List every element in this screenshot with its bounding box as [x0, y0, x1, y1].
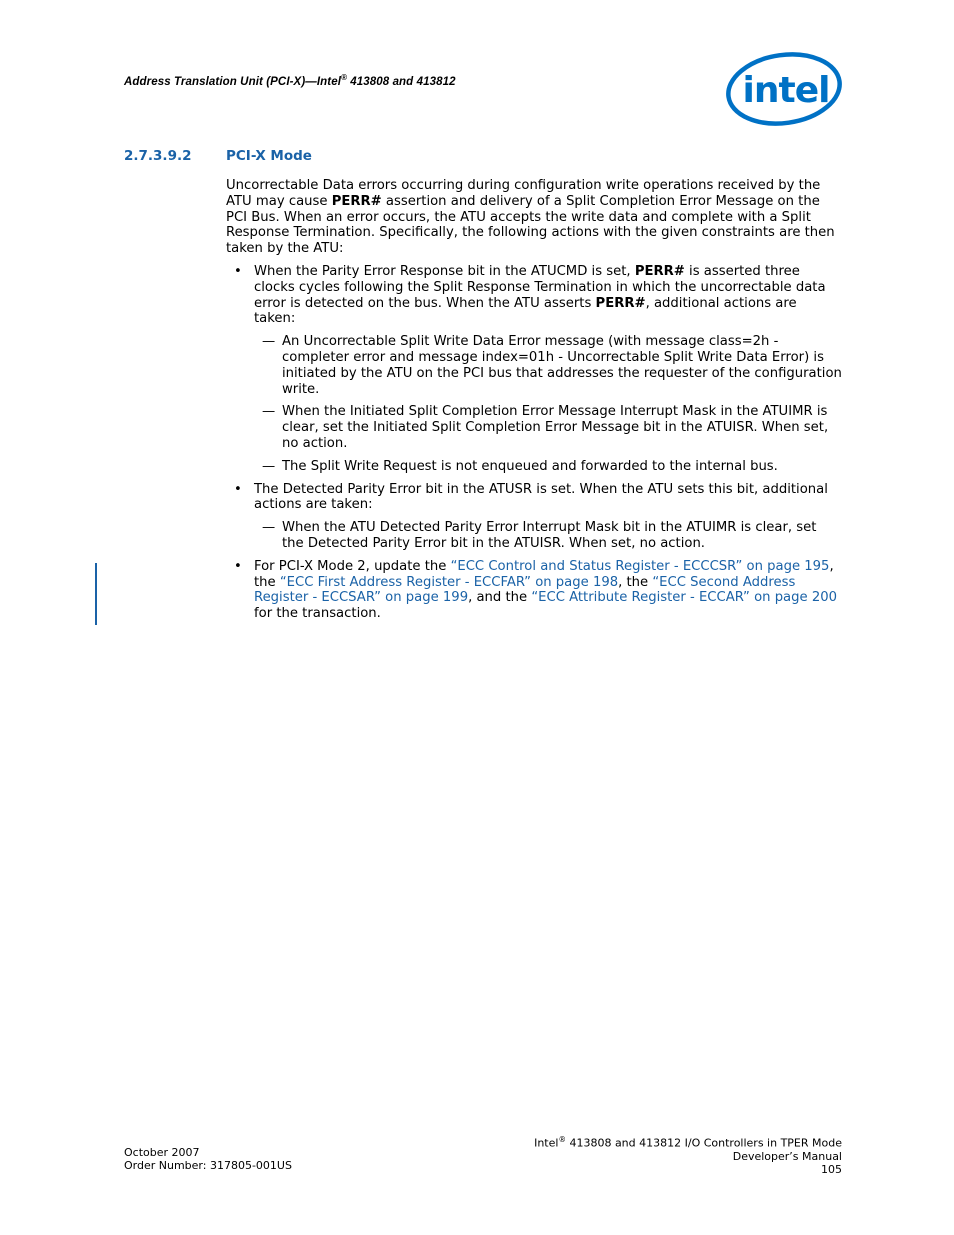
change-bar: [95, 563, 97, 625]
link-eccsar[interactable]: “ECC Second Address Register - ECCSAR” on page 199: [254, 574, 796, 606]
section-heading: [124, 148, 824, 164]
sub-list-item: — An Uncorrectable Split Write Data Error message (with message class=2h - completer error and message index=01h - Uncorrectable Split Write Data Error) is initiated by the ATU on the PCI bus that addresses the requester of the configuration write.: [262, 334, 842, 397]
section-body: [226, 178, 842, 629]
bullet-icon: •: [234, 481, 242, 497]
dash-icon: —: [262, 458, 276, 474]
dash-icon: —: [262, 404, 276, 420]
footer-left: [124, 1146, 292, 1172]
link-eccfar[interactable]: “ECC First Address Register - ECCFAR” on page 198: [279, 574, 619, 590]
footer-order-number: Order Number: 317805-001US: [124, 1159, 292, 1172]
footer-doc-subtitle: Developer’s Manual: [732, 1149, 842, 1163]
bullet-icon: •: [234, 263, 242, 279]
dash-icon: —: [262, 520, 276, 536]
intel-logo: [724, 49, 842, 129]
list-item: • When the Parity Error Response bit in the ATUCMD is set, PERR# is asserted three clocks cycles following the Split Response Termination in which the uncorrectable data error is detected on the bus. When the ATU asserts PERR#, additional actions are taken:: [234, 263, 826, 327]
list-item: • The Detected Parity Error bit in the ATUSR is set. When the ATU sets this bit, additional actions are taken:: [234, 481, 828, 513]
sub-list-item: — When the ATU Detected Parity Error Interrupt Mask bit in the ATUIMR is clear, set the Detected Parity Error bit in the ATUISR. When set, no action.: [262, 520, 817, 551]
section-title: PCI-X Mode: [226, 148, 312, 164]
sub-list-item: — The Split Write Request is not enqueued and forwarded to the internal bus.: [262, 458, 778, 474]
running-header: Address Translation Unit (PCI-X)—Intel® 413808 and 413812: [124, 73, 456, 88]
svg-text:intel: intel: [742, 70, 830, 111]
list-item: • For PCI-X Mode 2, update the “ECC Control and Status Register - ECCCSR” on page 195, the “ECC First Address Register - ECCFAR” on page 198, the “ECC Second Address Register - ECCSAR” on page 199, and the “ECC Attribute Register - ECCAR” on page 200 for the transaction.: [234, 558, 837, 622]
footer-date: October 2007: [124, 1146, 200, 1159]
section-number: 2.7.3.9.2: [124, 148, 192, 164]
footer-doc-title: Intel® 413808 and 413812 I/O Controllers in TPER Mode: [534, 1135, 842, 1150]
dash-icon: —: [262, 334, 276, 350]
link-ecccsr[interactable]: “ECC Control and Status Register - ECCCSR” on page 195: [450, 558, 830, 574]
link-eccar[interactable]: “ECC Attribute Register - ECCAR” on page 200: [531, 590, 837, 606]
intro-paragraph: Uncorrectable Data errors occurring during configuration write operations received by the ATU may cause PERR# assertion and delivery of a Split Completion Error Message on the PCI Bus. When an error occurs, the ATU accepts the write data and complete with a Split Response Termination. Specifically, the following actions with the given constraints are then taken by the ATU:: [226, 178, 835, 257]
footer-right: [534, 1133, 842, 1176]
bullet-icon: •: [234, 558, 242, 574]
page-number: 105: [821, 1162, 842, 1176]
sub-list-item: — When the Initiated Split Completion Error Message Interrupt Mask in the ATUIMR is clear, set the Initiated Split Completion Error Message bit in the ATUISR. When set, no action.: [262, 404, 829, 451]
